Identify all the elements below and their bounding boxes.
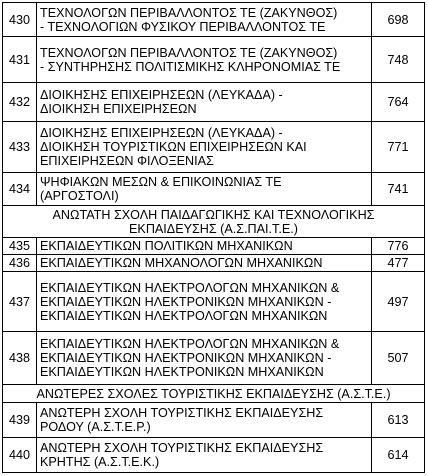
program-name-line: ΔΙΟΙΚΗΣΗΣ ΕΠΙΧΕΙΡΗΣΕΩΝ (ΛΕΥΚΑΔΑ) - [40, 88, 283, 102]
program-name-line: - ΣΥΝΤΗΡΗΣΗΣ ΠΟΛΙΤΙΣΜΙΚΗΣ ΚΛΗΡΟΝΟΜΙΑΣ ΤΕ [40, 59, 341, 74]
table-row [3, 272, 425, 332]
program-code: 432 [3, 83, 37, 122]
program-name [37, 272, 372, 332]
section-title-line: ΑΝΩΤΑΤΗ ΣΧΟΛΗ ΠΑΙΔΑΓΩΓΙΚΗΣ ΚΑΙ ΤΕΧΝΟΛΟΓΙΚΗΣ [52, 207, 375, 222]
program-name-line: ΡΟΔΟΥ (Α.Σ.Τ.Ε.Ρ.) [40, 420, 151, 434]
program-name-line: ΨΗΦΙΑΚΩΝ ΜΕΣΩΝ & ΕΠΙΚΟΙΝΩΝΙΑΣ ΤΕ [40, 175, 282, 189]
section-title-line: ΑΝΩΤΕΡΕΣ ΣΧΟΛΕΣ ΤΟΥΡΙΣΤΙΚΗΣ ΕΚΠΑΙΔΕΥΣΗΣ (Α.Σ.Τ.Ε.) [36, 386, 391, 401]
program-score: 698 [372, 3, 425, 37]
program-name-line: ΤΕΧΝΟΛΟΓΩΝ ΠΕΡΙΒΑΛΛΟΝΤΟΣ ΤΕ (ΖΑΚΥΝΘΟΣ) [40, 5, 338, 20]
table-row [3, 3, 425, 37]
program-name-line: ΔΙΟΙΚΗΣΗ ΕΠΙΧΕΙΡΗΣΕΩΝ [40, 102, 197, 116]
program-name [37, 438, 372, 473]
table-body [3, 3, 425, 473]
program-name-line: ΔΙΟΙΚΗΣΗ ΤΟΥΡΙΣΤΙΚΩΝ ΕΠΙΧΕΙΡΗΣΕΩΝ ΚΑΙ [40, 140, 307, 154]
table-row [3, 238, 425, 255]
program-name-line: (ΑΡΓΟΣΤΟΛΙ) [40, 189, 119, 203]
table-row [3, 438, 425, 473]
program-name-line: ΕΚΠΑΙΔΕΥΤΙΚΩΝ ΗΛΕΚΤΡΟΛΟΓΩΝ ΜΗΧΑΝΙΚΩΝ & [40, 337, 340, 351]
program-score: 741 [372, 173, 425, 206]
program-name [37, 238, 372, 255]
program-code: 438 [3, 332, 37, 385]
program-name-line: ΕΚΠΑΙΔΕΥΤΙΚΩΝ ΗΛΕΚΤΡΟΛΟΓΩΝ ΜΗΧΑΝΙΚΩΝ & [40, 280, 340, 295]
table-row [3, 122, 425, 173]
program-name-line: ΕΚΠΑΙΔΕΥΤΙΚΩΝ ΜΗΧΑΝΟΛΟΓΩΝ ΜΗΧΑΝΙΚΩΝ [40, 256, 323, 270]
program-name [37, 255, 372, 272]
program-code: 435 [3, 238, 37, 255]
section-header-row [3, 206, 425, 238]
program-name [37, 332, 372, 385]
table-row [3, 332, 425, 385]
section-title-line: ΕΚΠΑΙΔΕΥΣΗΣ (Α.Σ.ΠΑΙ.Τ.Ε.) [129, 221, 298, 236]
program-score: 497 [372, 272, 425, 332]
program-code: 437 [3, 272, 37, 332]
program-name [37, 83, 372, 122]
table-row [3, 255, 425, 272]
program-code: 430 [3, 3, 37, 37]
program-name-line: ΕΠΙΧΕΙΡΗΣΕΩΝ ΦΙΛΟΞΕΝΙΑΣ [40, 154, 214, 168]
section-header-row [3, 385, 425, 403]
table-row [3, 37, 425, 83]
program-name-line: - ΤΕΧΝΟΛΟΓΙΩΝ ΦΥΣΙΚΟΥ ΠΕΡΙΒΑΛΛΟΝΤΟΣ ΤΕ [40, 19, 326, 34]
table-row [3, 173, 425, 206]
admissions-table [2, 2, 425, 473]
program-name [37, 403, 372, 438]
section-title [3, 385, 425, 403]
program-name-line: ΕΚΠΑΙΔΕΥΤΙΚΩΝ ΗΛΕΚΤΡΟΝΙΚΩΝ ΜΗΧΑΝΙΚΩΝ - [40, 294, 332, 309]
program-code: 433 [3, 122, 37, 173]
program-name [37, 37, 372, 83]
section-title [3, 206, 425, 238]
program-name [37, 173, 372, 206]
program-name-line: ΕΚΠΑΙΔΕΥΤΙΚΩΝ ΗΛΕΚΤΡΟΝΙΚΩΝ ΜΗΧΑΝΙΚΩΝ [40, 365, 324, 379]
program-name-line: ΑΝΩΤΕΡΗ ΣΧΟΛΗ ΤΟΥΡΙΣΤΙΚΗΣ ΕΚΠΑΙΔΕΥΣΗΣ [40, 406, 324, 420]
program-name-line: ΔΙΟΙΚΗΣΗΣ ΕΠΙΧΕΙΡΗΣΕΩΝ (ΛΕΥΚΑΔΑ) - [40, 126, 283, 140]
program-name-line: ΑΝΩΤΕΡΗ ΣΧΟΛΗ ΤΟΥΡΙΣΤΙΚΗΣ ΕΚΠΑΙΔΕΥΣΗΣ [40, 441, 324, 455]
program-code: 440 [3, 438, 37, 473]
program-name [37, 3, 372, 37]
program-code: 439 [3, 403, 37, 438]
program-code: 431 [3, 37, 37, 83]
program-code: 434 [3, 173, 37, 206]
program-score: 613 [372, 403, 425, 438]
program-score: 764 [372, 83, 425, 122]
program-score: 477 [372, 255, 425, 272]
program-score: 771 [372, 122, 425, 173]
program-score: 748 [372, 37, 425, 83]
program-code: 436 [3, 255, 37, 272]
table-row [3, 403, 425, 438]
table-row [3, 83, 425, 122]
program-score: 776 [372, 238, 425, 255]
program-name-line: ΕΚΠΑΙΔΕΥΤΙΚΩΝ ΗΛΕΚΤΡΟΝΙΚΩΝ ΜΗΧΑΝΙΚΩΝ - [40, 351, 332, 365]
program-name [37, 122, 372, 173]
program-score: 507 [372, 332, 425, 385]
program-score: 614 [372, 438, 425, 473]
program-name-line: ΚΡΗΤΗΣ (Α.Σ.Τ.Ε.Κ.) [40, 455, 160, 469]
program-name-line: ΕΚΠΑΙΔΕΥΤΙΚΩΝ ΠΟΛΙΤΙΚΩΝ ΜΗΧΑΝΙΚΩΝ [40, 239, 293, 253]
program-name-line: ΤΕΧΝΟΛΟΓΩΝ ΠΕΡΙΒΑΛΛΟΝΤΟΣ ΤΕ (ΖΑΚΥΝΘΟΣ) [40, 45, 338, 60]
program-name-line: ΕΚΠΑΙΔΕΥΤΙΚΩΝ ΗΛΕΚΤΡΟΛΟΓΩΝ ΜΗΧΑΝΙΚΩΝ [40, 308, 328, 323]
